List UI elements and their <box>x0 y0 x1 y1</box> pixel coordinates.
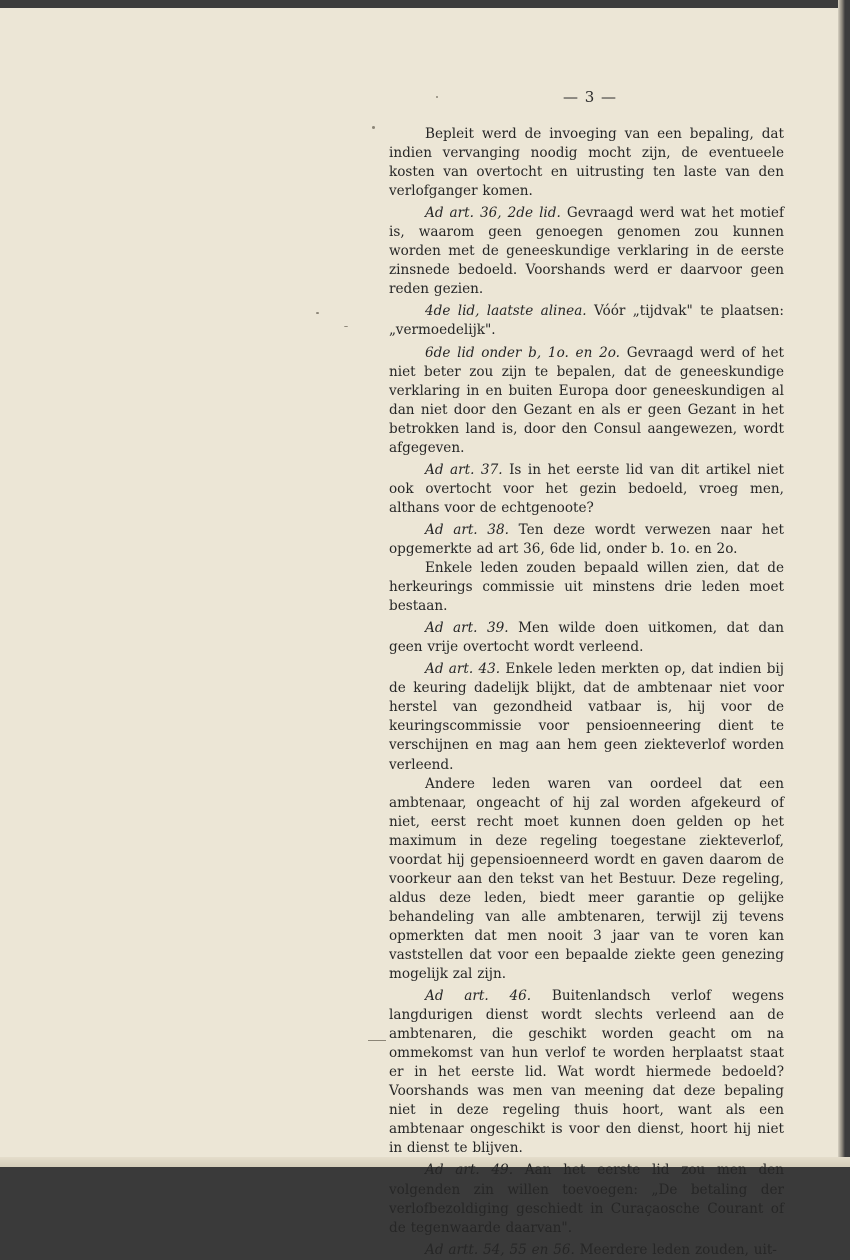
article-reference: Ad artt. 54, 55 en 56. <box>425 1241 575 1258</box>
paper-speck <box>368 1040 386 1041</box>
paragraph-text: Bepleit werd de invoeging van een bepaling, dat indien vervanging noodig mocht zijn, de eventueele kosten van overtocht en uitrusting ten laste van den verlofganger komen. <box>389 126 784 200</box>
paragraph <box>389 521 784 559</box>
scan-top-border <box>0 0 850 8</box>
page-number: — 3 — <box>562 88 618 106</box>
paragraph-text: Gevraagd werd wat het motief is, waarom geen genoegen genomen zou kunnen worden met de geneeskundige verklaring in de eerste zinsnede bedoeld. Voorshands werd er daarvoor geen reden gezien. <box>389 205 784 298</box>
paragraph <box>389 344 784 458</box>
paragraph-text: Buitenlandsch verlof wegens langdurigen dienst wordt slechts verleend aan de ambtenaren, die geschikt worden geacht om na ommekomst van hun verlof te worden herplaatst staat er in het eerste lid. Wat wordt hiermede bedoeld? Voorshands was men van meening dat deze bepaling niet in deze regeling thuis hoort, want als een ambtenaar ongeschikt is voor den dienst, hoort hij niet in dienst te blijven. <box>389 988 784 1157</box>
paragraph-text: Ten deze wordt verwezen naar het opgemerkte ad art 36, 6de lid, onder b. 1o. en 2o. <box>389 521 784 557</box>
article-reference: Ad art. 36, 2de lid. <box>425 205 561 222</box>
body-text <box>389 125 784 1260</box>
paragraph <box>389 204 784 299</box>
article-reference: 6de lid onder b, 1o. en 2o. <box>425 344 621 361</box>
paragraph-text: Enkele leden zouden bepaald willen zien, dat de herkeurings commissie uit minstens drie leden moet bestaan. <box>389 560 784 615</box>
paragraph <box>389 987 784 1158</box>
paragraph <box>389 619 784 657</box>
paragraph-text: Is in het eerste lid van dit artikel niet ook overtocht voor het gezin bedoeld, vroeg men, althans voor de echtgenoote? <box>389 461 785 516</box>
paragraph <box>389 775 784 985</box>
paragraph <box>389 559 784 616</box>
article-reference: Ad art. 39. <box>425 620 509 637</box>
article-reference: Ad art. 49. <box>425 1162 514 1179</box>
paragraph-text: Vóór „tijdvak" te plaatsen: „vermoedelijk". <box>389 303 784 339</box>
paragraph-text: Andere leden waren van oordeel dat een ambtenaar, ongeacht of hij zal worden afgekeurd of niet, eerst recht moet kunnen doen gelden op het maximum in deze regeling toegestane ziekteverlof, voordat hij gepensioenneerd wordt en gaven daarom de voorkeur aan den tekst van het Bestuur. Deze regeling, aldus deze leden, biedt meer garantie op gelijke behandeling van alle ambtenaren, terwijl zij tevens opmerkten dat men nooit 3 jaar van te voren kan vaststellen dat voor een bepaalde ziekte geen genezing mogelijk zal zijn. <box>389 775 784 983</box>
scan-right-border <box>838 0 850 1167</box>
paragraph <box>389 1161 784 1237</box>
paragraph-text: Aan het eerste lid zou men den volgenden zin willen toevoegen: „De betaling der verlofbezoldiging geschiedt in Curaçaosche Courant of de tegenwaarde daarvan". <box>389 1162 784 1236</box>
paragraph <box>389 125 784 201</box>
article-reference: Ad art. 37. <box>425 461 503 478</box>
paper-speck <box>344 326 348 327</box>
paragraph <box>389 302 784 340</box>
paragraph-text: Meerdere leden zouden, uit- <box>579 1241 777 1258</box>
paper-speck <box>316 312 319 314</box>
paragraph <box>389 461 784 518</box>
paragraph-text: Gevraagd werd of het niet beter zou zijn te bepalen, dat de geneeskundige verklaring in en buiten Europa door geneeskundigen al dan niet door den Gezant en als er geen Gezant in het betrokken land is, door den Consul aangewezen, wordt afgegeven. <box>389 344 784 456</box>
paper-speck <box>436 96 438 98</box>
article-reference: Ad art. 43. <box>425 661 501 678</box>
article-reference: Ad art. 38. <box>425 521 509 538</box>
paragraph <box>389 1241 784 1260</box>
paragraph <box>389 660 784 774</box>
paper-speck <box>372 126 375 129</box>
paragraph-text: Men wilde doen uitkomen, dat dan geen vrije overtocht wordt verleend. <box>389 620 784 656</box>
article-reference: 4de lid, laatste alinea. <box>425 303 587 320</box>
article-reference: Ad art. 46. <box>425 988 532 1005</box>
paragraph-text: Enkele leden merkten op, dat indien bij de keuring dadelijk blijkt, dat de ambtenaar niet voor herstel van gezondheid vatbaar is, hij voor de keuringscommissie voor pensioenneering dient te verschijnen en mag aan hem geen ziekteverlof worden verleend. <box>389 661 784 773</box>
